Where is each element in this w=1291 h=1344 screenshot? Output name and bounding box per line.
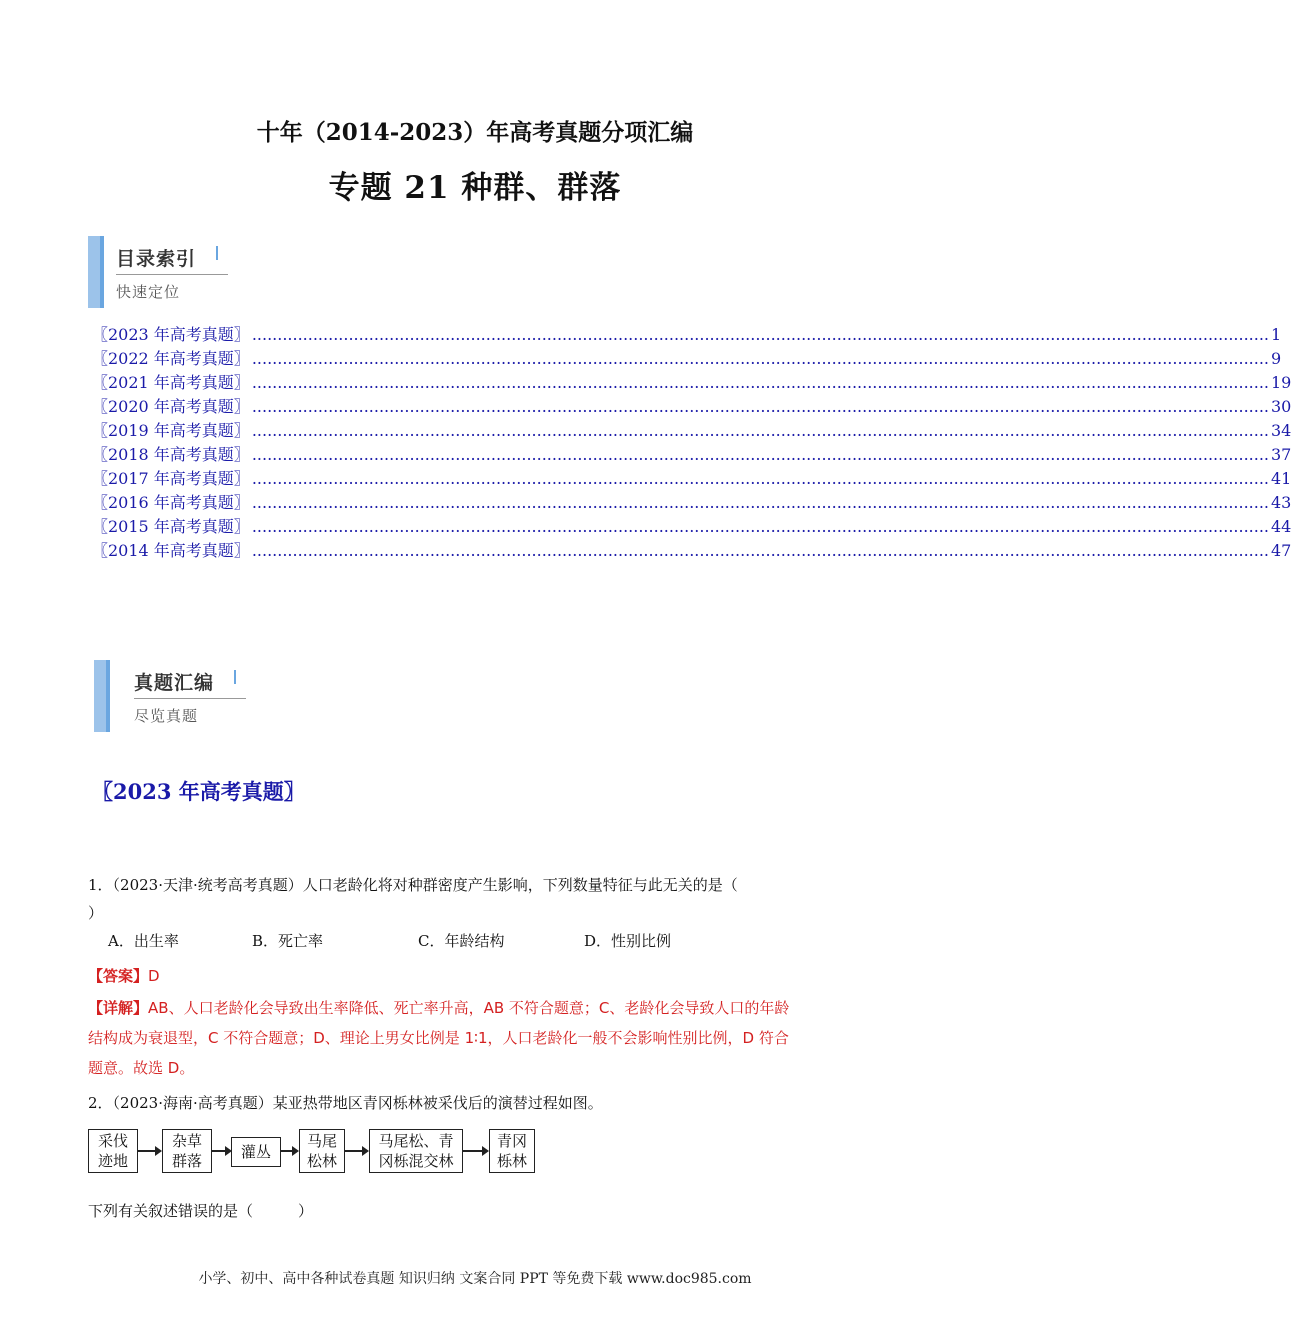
q1-stem (88, 870, 864, 928)
toc-entry-2015[interactable] (92, 514, 1291, 538)
toc-page: 1 (1271, 325, 1282, 344)
toc-leader: ........................................................................................................................................................................................................ (251, 445, 1269, 464)
q1-stem-line1: 1．（2023·天津·统考高考真题）人口老龄化将对种群密度产生影响，下列数量特征与此无关的是（ (88, 876, 738, 894)
toc-page: 44 (1271, 517, 1291, 536)
detail-tag: 【详解】 (88, 999, 149, 1017)
flow-arrow (463, 1150, 483, 1152)
toc-badge (88, 236, 288, 308)
detail-line1: AB、人口老龄化会导致出生率降低、死亡率升高，AB 不符合题意；C、老龄化会导致人口的年龄 (148, 999, 790, 1017)
toc-leader: ........................................................................................................................................................................................................ (251, 517, 1269, 536)
q1-option-c[interactable]: C．年龄结构 (418, 932, 505, 950)
toc-page: 41 (1271, 469, 1291, 488)
toc-entry-2018[interactable] (92, 442, 1291, 466)
toc-leader: ........................................................................................................................................................................................................ (251, 541, 1269, 560)
page-footer: 小学、初中、高中各种试卷真题 知识归纳 文案合同 PPT 等免费下载 www.doc985.com (198, 1271, 752, 1287)
toc-page: 9 (1271, 349, 1282, 368)
q1-option-d[interactable]: D．性别比例 (584, 932, 672, 950)
flow-text: 青冈 (496, 1132, 527, 1150)
flow-step-weed-community (162, 1129, 212, 1173)
real-badge-title: 真题汇编 (134, 672, 215, 694)
toc-label: 〖2017 年高考真题〗 (92, 469, 250, 488)
toc-page: 43 (1271, 493, 1291, 512)
section-heading-2023: 〖2023 年高考真题〗 (92, 779, 305, 804)
toc-page: 34 (1271, 421, 1291, 440)
toc-badge-title: 目录索引 (116, 248, 197, 270)
flow-text: 栎林 (496, 1152, 527, 1170)
flow-step-logging-site (88, 1129, 138, 1173)
flow-step-mixed-forest (369, 1129, 463, 1173)
toc-label: 〖2019 年高考真题〗 (92, 421, 250, 440)
q1-detail (88, 993, 864, 1083)
toc-label: 〖2014 年高考真题〗 (92, 541, 250, 560)
flow-arrow (138, 1150, 156, 1152)
toc-badge-subtitle: 快速定位 (116, 283, 181, 301)
flow-step-shrubland (231, 1137, 281, 1167)
toc-leader: ........................................................................................................................................................................................................ (251, 325, 1269, 344)
badge-tick (216, 246, 218, 260)
q2-stem: 2．（2023·海南·高考真题）某亚热带地区青冈栎林被采伐后的演替过程如图。 (88, 1094, 603, 1112)
toc-entry-2021[interactable] (92, 370, 1291, 394)
badge-rule (134, 698, 246, 699)
toc-label: 〖2016 年高考真题〗 (92, 493, 250, 512)
toc-entry-2020[interactable] (92, 394, 1291, 418)
q1-stem-line2: ） (88, 904, 104, 922)
flow-text: 马尾 (306, 1132, 337, 1150)
badge-bar-accent (100, 236, 104, 308)
document-title: 专题 21 种群、群落 (328, 170, 622, 206)
toc-label: 〖2015 年高考真题〗 (92, 517, 250, 536)
table-of-contents (92, 322, 1291, 562)
toc-entry-2016[interactable] (92, 490, 1291, 514)
detail-line2: 结构成为衰退型，C 不符合题意；D、理论上男女比例是 1∶1，人口老龄化一般不会影响性别比例，D 符合 (88, 1029, 789, 1047)
toc-label: 〖2021 年高考真题〗 (92, 373, 250, 392)
q1-option-a[interactable]: A．出生率 (108, 932, 179, 950)
flow-text: 群落 (171, 1152, 202, 1170)
toc-entry-2019[interactable] (92, 418, 1291, 442)
toc-leader: ........................................................................................................................................................................................................ (251, 349, 1269, 368)
toc-page: 30 (1271, 397, 1291, 416)
toc-entry-2017[interactable] (92, 466, 1291, 490)
badge-tick (234, 670, 236, 684)
toc-label: 〖2020 年高考真题〗 (92, 397, 250, 416)
toc-leader: ........................................................................................................................................................................................................ (251, 421, 1269, 440)
toc-leader: ........................................................................................................................................................................................................ (251, 373, 1269, 392)
flow-step-masson-pine-forest (299, 1129, 345, 1173)
flow-text: 冈栎混交林 (378, 1152, 454, 1170)
toc-entry-2022[interactable] (92, 346, 1282, 370)
answer-value: D (148, 967, 160, 985)
badge-bar-accent (106, 660, 110, 732)
toc-page: 47 (1271, 541, 1291, 560)
flow-arrow (212, 1150, 226, 1152)
q2-question: 下列有关叙述错误的是（ ） (88, 1202, 314, 1220)
detail-line3: 题意。故选 D。 (88, 1059, 195, 1077)
toc-page: 19 (1271, 373, 1291, 392)
toc-entry-2014[interactable] (92, 538, 1291, 562)
flow-text: 迹地 (97, 1152, 128, 1170)
flow-text: 马尾松、青 (378, 1132, 454, 1150)
real-badge-subtitle: 尽览真题 (134, 707, 199, 725)
flow-text: 杂草 (171, 1132, 202, 1150)
toc-leader: ........................................................................................................................................................................................................ (251, 397, 1269, 416)
flow-step-oak-forest (489, 1129, 535, 1173)
document-subtitle: 十年（2014-2023）年高考真题分项汇编 (256, 119, 694, 146)
toc-label: 〖2018 年高考真题〗 (92, 445, 250, 464)
flow-arrow (345, 1150, 363, 1152)
toc-entry-2023[interactable] (92, 322, 1282, 346)
q1-options (108, 930, 828, 960)
toc-leader: ........................................................................................................................................................................................................ (251, 493, 1269, 512)
toc-label: 〖2023 年高考真题〗 (92, 325, 250, 344)
flow-text: 松林 (306, 1152, 337, 1170)
badge-rule (116, 274, 228, 275)
answer-tag: 【答案】 (88, 967, 149, 985)
flow-text: 采伐 (97, 1132, 128, 1150)
real-questions-badge (94, 660, 294, 732)
q1-answer (88, 961, 864, 991)
toc-page: 37 (1271, 445, 1291, 464)
flow-text: 灌丛 (240, 1143, 271, 1161)
succession-flow-diagram (88, 1129, 548, 1177)
q1-option-b[interactable]: B．死亡率 (252, 932, 324, 950)
toc-leader: ........................................................................................................................................................................................................ (251, 469, 1269, 488)
flow-arrow (281, 1150, 293, 1152)
toc-label: 〖2022 年高考真题〗 (92, 349, 250, 368)
